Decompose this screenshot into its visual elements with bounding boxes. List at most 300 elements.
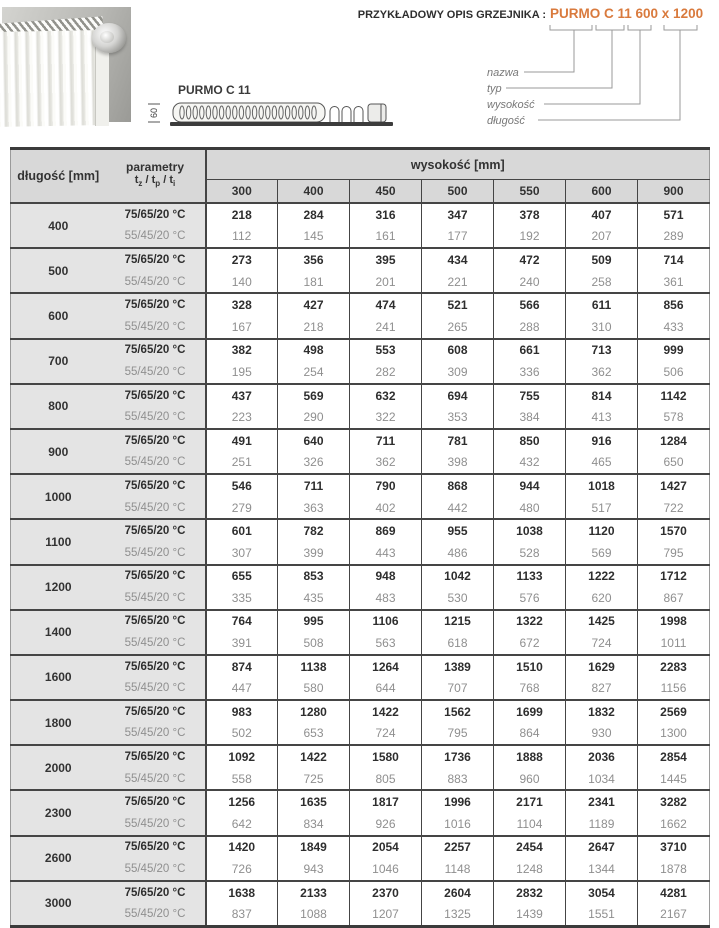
table-row [11,881,710,904]
power-value-cell: 1849 [278,836,350,859]
annotation-label-wysokosc: wysokość [487,99,535,111]
power-value-cell: 764 [206,610,278,633]
power-value-cell: 569 [278,384,350,407]
power-value-cell: 1580 [350,745,422,768]
height-column-header: 400 [278,180,350,204]
length-cell: 800 [11,384,106,429]
panel-arch [330,107,339,123]
power-value-cell: 1562 [422,700,494,723]
power-value-cell: 407 [566,203,638,226]
length-cell: 700 [11,339,106,384]
table-row [11,406,710,429]
power-value-cell: 221 [422,271,494,294]
power-value-cell: 195 [206,361,278,384]
power-value-cell: 569 [566,542,638,565]
power-value-cell: 362 [350,452,422,475]
power-value-cell: 576 [494,587,566,610]
power-value-cell: 289 [638,226,710,249]
length-cell: 2000 [11,745,106,790]
power-value-cell: 1088 [278,903,350,926]
power-value-cell: 795 [638,542,710,565]
power-value-cell: 837 [206,903,278,926]
power-value-cell: 1425 [566,610,638,633]
length-cell: 1100 [11,519,106,564]
power-value-cell: 347 [422,203,494,226]
power-value-cell: 580 [278,677,350,700]
power-value-cell: 384 [494,406,566,429]
power-value-cell: 853 [278,565,350,588]
radiator-front-panel [0,30,98,127]
connector-typ [506,30,612,88]
height-span-header: wysokość [mm] [206,149,710,180]
power-value-cell: 395 [350,248,422,271]
table-row [11,248,710,271]
power-value-cell: 883 [422,768,494,791]
table-row [11,768,710,791]
power-value-cell: 434 [422,248,494,271]
param-label-cell: 55/45/20 °C [106,361,206,384]
table-row [11,677,710,700]
power-value-cell: 1248 [494,858,566,881]
table-row [11,203,710,226]
power-value-cell: 1038 [494,519,566,542]
annotation-label-dlugosc: długość [487,115,525,127]
power-value-cell: 571 [638,203,710,226]
power-value-cell: 2854 [638,745,710,768]
power-value-cell: 353 [422,406,494,429]
param-label-cell: 75/65/20 °C [106,203,206,226]
power-value-cell: 288 [494,316,566,339]
table-row [11,497,710,520]
param-label-cell: 75/65/20 °C [106,384,206,407]
power-value-cell: 726 [206,858,278,881]
height-column-header: 550 [494,180,566,204]
power-value-cell: 1420 [206,836,278,859]
power-value-cell: 433 [638,316,710,339]
length-cell: 1600 [11,655,106,700]
power-value-cell: 1699 [494,700,566,723]
param-formula: $t_z / t_p / t_i$ [134,174,176,189]
height-column-header: 900 [638,180,710,204]
table-row [11,836,710,859]
power-value-cell: 864 [494,723,566,746]
table-row [11,745,710,768]
power-value-cell: 1439 [494,903,566,926]
length-cell: 1000 [11,474,106,519]
power-value-cell: 1207 [350,903,422,926]
power-value-cell: 1284 [638,429,710,452]
power-value-cell: 192 [494,226,566,249]
length-cell: 2300 [11,790,106,835]
power-value-cell: 177 [422,226,494,249]
power-value-cell: 2036 [566,745,638,768]
power-value-cell: 474 [350,293,422,316]
power-value-cell: 251 [206,452,278,475]
power-value-cell: 1322 [494,610,566,633]
param-label-cell: 55/45/20 °C [106,768,206,791]
power-value-cell: 618 [422,632,494,655]
power-value-cell: 1325 [422,903,494,926]
table-row [11,790,710,813]
power-value-cell: 378 [494,203,566,226]
power-value-cell: 1662 [638,813,710,836]
power-value-cell: 258 [566,271,638,294]
power-value-cell: 661 [494,339,566,362]
length-column-header: długość [mm] [11,149,106,204]
param-label-cell: 55/45/20 °C [106,226,206,249]
power-value-cell: 755 [494,384,566,407]
power-value-cell: 437 [206,384,278,407]
power-value-cell: 795 [422,723,494,746]
connector-wysokosc [544,30,640,104]
parameters-title: parametry [125,160,185,175]
power-value-cell: 290 [278,406,350,429]
power-value-cell: 856 [638,293,710,316]
power-value-cell: 1996 [422,790,494,813]
spec-prefix-label: PRZYKŁADOWY OPIS GRZEJNIKA : [357,9,546,21]
param-label-cell: 55/45/20 °C [106,858,206,881]
power-value-cell: 472 [494,248,566,271]
power-value-cell: 1138 [278,655,350,678]
power-value-cell: 1011 [638,632,710,655]
param-label-cell: 55/45/20 °C [106,271,206,294]
power-value-cell: 1570 [638,519,710,542]
power-value-cell: 181 [278,271,350,294]
power-value-cell: 834 [278,813,350,836]
power-value-cell: 960 [494,768,566,791]
spec-value-label: PURMO C 11 600 x 1200 [550,6,704,21]
power-value-cell: 254 [278,361,350,384]
power-value-cell: 790 [350,474,422,497]
power-value-cell: 632 [350,384,422,407]
connector-dlugosc [538,30,680,120]
power-value-cell: 1635 [278,790,350,813]
power-value-cell: 521 [422,293,494,316]
power-value-cell: 2171 [494,790,566,813]
param-label-cell: 75/65/20 °C [106,881,206,904]
length-cell: 500 [11,248,106,293]
power-value-cell: 447 [206,677,278,700]
param-label-cell: 55/45/20 °C [106,723,206,746]
power-value-cell: 620 [566,587,638,610]
power-value-cell: 558 [206,768,278,791]
power-value-cell: 530 [422,587,494,610]
power-value-cell: 2341 [566,790,638,813]
power-value-cell: 391 [206,632,278,655]
power-value-cell: 491 [206,429,278,452]
power-value-cell: 265 [422,316,494,339]
power-value-cell: 1878 [638,858,710,881]
power-value-cell: 999 [638,339,710,362]
power-value-cell: 1551 [566,903,638,926]
power-value-cell: 1280 [278,700,350,723]
power-value-cell: 1046 [350,858,422,881]
power-value-cell: 722 [638,497,710,520]
power-value-cell: 642 [206,813,278,836]
power-value-cell: 725 [278,768,350,791]
length-cell: 900 [11,429,106,474]
power-value-cell: 1222 [566,565,638,588]
power-value-cell: 1832 [566,700,638,723]
bracket-dlugosc [664,25,697,30]
power-value-cell: 814 [566,384,638,407]
power-value-cell: 502 [206,723,278,746]
power-value-cell: 944 [494,474,566,497]
power-value-cell: 713 [566,339,638,362]
power-value-cell: 508 [278,632,350,655]
power-value-cell: 1736 [422,745,494,768]
power-value-cell: 307 [206,542,278,565]
power-value-cell: 1106 [350,610,422,633]
power-value-cell: 1264 [350,655,422,678]
power-value-cell: 480 [494,497,566,520]
annotation-label-nazwa: nazwa [487,67,519,79]
power-value-cell: 363 [278,497,350,520]
radiator-photo [2,7,131,122]
power-value-cell: 869 [350,519,422,542]
table-row [11,813,710,836]
param-label-cell: 55/45/20 °C [106,406,206,429]
power-value-cell: 1120 [566,519,638,542]
power-value-cell: 1510 [494,655,566,678]
power-value-cell: 782 [278,519,350,542]
power-value-cell: 223 [206,406,278,429]
param-label-cell: 75/65/20 °C [106,293,206,316]
param-label-cell: 55/45/20 °C [106,497,206,520]
power-value-cell: 509 [566,248,638,271]
power-value-cell: 1215 [422,610,494,633]
power-value-cell: 161 [350,226,422,249]
power-value-cell: 2370 [350,881,422,904]
power-value-cell: 1638 [206,881,278,904]
power-value-cell: 601 [206,519,278,542]
power-value-cell: 465 [566,452,638,475]
page-header [0,0,719,147]
power-value-cell: 1998 [638,610,710,633]
power-value-cell: 336 [494,361,566,384]
table-row [11,587,710,610]
power-value-cell: 1016 [422,813,494,836]
power-value-cell: 2604 [422,881,494,904]
power-value-cell: 442 [422,497,494,520]
annotation-label-typ: typ [487,83,502,95]
length-cell: 400 [11,203,106,248]
power-value-cell: 1300 [638,723,710,746]
table-row [11,339,710,362]
power-value-cell: 1427 [638,474,710,497]
power-value-cell: 566 [494,293,566,316]
power-value-cell: 768 [494,677,566,700]
power-value-cell: 273 [206,248,278,271]
power-value-cell: 1133 [494,565,566,588]
power-value-cell: 1148 [422,858,494,881]
power-value-cell: 2283 [638,655,710,678]
power-value-cell: 1712 [638,565,710,588]
designation-annotation [350,0,719,146]
param-label-cell: 75/65/20 °C [106,519,206,542]
power-value-cell: 2647 [566,836,638,859]
power-value-cell: 948 [350,565,422,588]
power-value-cell: 2167 [638,903,710,926]
power-value-cell: 207 [566,226,638,249]
power-value-cell: 653 [278,723,350,746]
product-model-label: PURMO C 11 [178,83,251,97]
power-value-cell: 3282 [638,790,710,813]
power-value-cell: 218 [206,203,278,226]
power-value-cell: 553 [350,339,422,362]
table-row [11,542,710,565]
power-value-cell: 2054 [350,836,422,859]
power-value-cell: 1422 [350,700,422,723]
power-value-cell: 1104 [494,813,566,836]
power-value-cell: 145 [278,226,350,249]
param-label-cell: 75/65/20 °C [106,565,206,588]
power-value-cell: 724 [350,723,422,746]
power-value-cell: 326 [278,452,350,475]
power-value-cell: 309 [422,361,494,384]
param-label-cell: 75/65/20 °C [106,248,206,271]
length-cell: 1800 [11,700,106,745]
power-value-cell: 711 [278,474,350,497]
power-value-cell: 1018 [566,474,638,497]
power-value-cell: 711 [350,429,422,452]
power-value-cell: 563 [350,632,422,655]
power-value-cell: 926 [350,813,422,836]
power-value-cell: 714 [638,248,710,271]
table-row [11,384,710,407]
length-cell: 1200 [11,565,106,610]
power-value-cell: 1034 [566,768,638,791]
power-value-cell: 874 [206,655,278,678]
power-value-cell: 279 [206,497,278,520]
param-label-cell: 55/45/20 °C [106,813,206,836]
power-value-cell: 983 [206,700,278,723]
power-value-cell: 930 [566,723,638,746]
power-value-cell: 382 [206,339,278,362]
power-value-cell: 1156 [638,677,710,700]
power-value-cell: 517 [566,497,638,520]
power-value-cell: 1092 [206,745,278,768]
height-dimension-label: 60 [149,107,159,119]
power-value-cell: 2454 [494,836,566,859]
table-row [11,293,710,316]
power-value-cell: 1817 [350,790,422,813]
power-value-cell: 241 [350,316,422,339]
parameters-column-header [106,149,206,204]
power-value-cell: 432 [494,452,566,475]
table-row [11,858,710,881]
power-value-cell: 644 [350,677,422,700]
power-value-cell: 608 [422,339,494,362]
power-value-cell: 867 [638,587,710,610]
bracket-wysokosc [628,25,651,30]
power-value-cell: 413 [566,406,638,429]
power-value-cell: 240 [494,271,566,294]
bracket-nazwa [550,25,592,30]
power-value-cell: 140 [206,271,278,294]
table-body [11,203,710,927]
param-label-cell: 55/45/20 °C [106,903,206,926]
table-row [11,519,710,542]
table-row [11,655,710,678]
power-value-cell: 827 [566,677,638,700]
table-row [11,226,710,249]
power-value-cell: 528 [494,542,566,565]
thermostatic-valve-icon [92,23,126,53]
height-column-header: 600 [566,180,638,204]
power-value-cell: 672 [494,632,566,655]
param-label-cell: 75/65/20 °C [106,429,206,452]
height-column-header: 450 [350,180,422,204]
power-value-cell: 2257 [422,836,494,859]
power-value-cell: 218 [278,316,350,339]
power-value-cell: 1142 [638,384,710,407]
connector-nazwa [524,30,574,72]
power-value-cell: 995 [278,610,350,633]
param-label-cell: 75/65/20 °C [106,339,206,362]
table-row [11,316,710,339]
power-value-cell: 435 [278,587,350,610]
power-value-cell: 868 [422,474,494,497]
length-cell: 600 [11,293,106,338]
power-value-cell: 361 [638,271,710,294]
power-value-cell: 310 [566,316,638,339]
power-value-cell: 2569 [638,700,710,723]
power-value-cell: 805 [350,768,422,791]
table-row [11,700,710,723]
power-value-cell: 356 [278,248,350,271]
power-value-cell: 650 [638,452,710,475]
param-label-cell: 55/45/20 °C [106,587,206,610]
param-label-cell: 75/65/20 °C [106,745,206,768]
power-value-cell: 2133 [278,881,350,904]
power-value-cell: 399 [278,542,350,565]
power-value-cell: 611 [566,293,638,316]
power-value-cell: 282 [350,361,422,384]
power-value-cell: 402 [350,497,422,520]
length-cell: 3000 [11,881,106,927]
power-value-cell: 1389 [422,655,494,678]
table-row [11,429,710,452]
power-value-cell: 443 [350,542,422,565]
height-column-header: 500 [422,180,494,204]
power-value-cell: 1422 [278,745,350,768]
param-label-cell: 75/65/20 °C [106,836,206,859]
table-row [11,361,710,384]
param-label-cell: 75/65/20 °C [106,700,206,723]
power-value-cell: 916 [566,429,638,452]
power-value-cell: 4281 [638,881,710,904]
power-value-cell: 362 [566,361,638,384]
power-value-cell: 707 [422,677,494,700]
power-value-cell: 1445 [638,768,710,791]
power-value-cell: 655 [206,565,278,588]
table-row [11,565,710,588]
table-row [11,474,710,497]
power-value-cell: 427 [278,293,350,316]
param-label-cell: 55/45/20 °C [106,677,206,700]
param-label-cell: 55/45/20 °C [106,632,206,655]
power-value-cell: 398 [422,452,494,475]
power-value-cell: 498 [278,339,350,362]
power-value-cell: 943 [278,858,350,881]
power-value-cell: 1256 [206,790,278,813]
table-row [11,723,710,746]
power-value-cell: 483 [350,587,422,610]
power-value-cell: 1344 [566,858,638,881]
param-label-cell: 55/45/20 °C [106,316,206,339]
power-value-cell: 201 [350,271,422,294]
